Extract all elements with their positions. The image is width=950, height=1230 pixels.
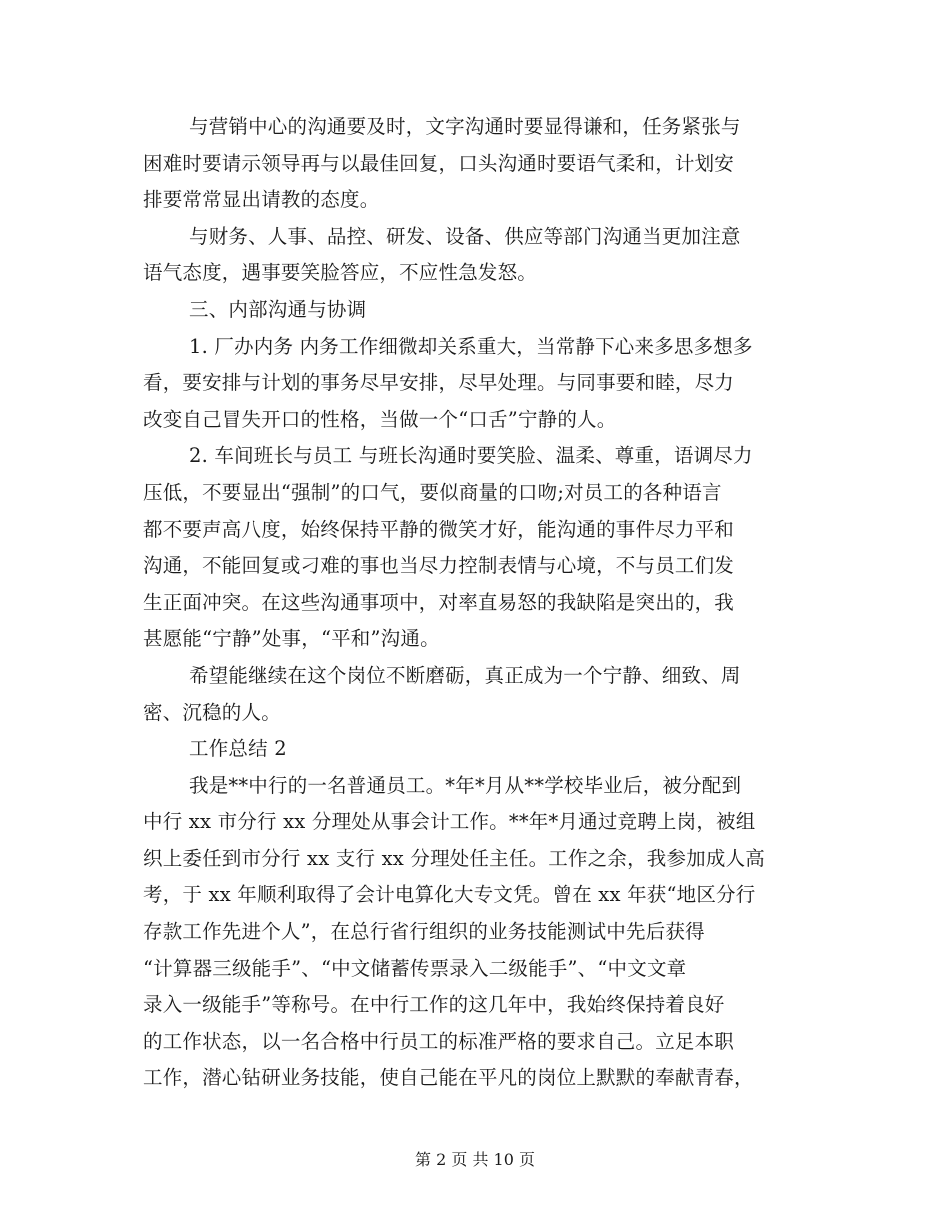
paragraph-line: 看，要安排与计划的事务尽早安排，尽早处理。与同事要和睦，尽力: [143, 371, 735, 395]
paragraph-line: 压低，不要显出“强制”的口气，要似商量的口吻;对员工的各种语言: [143, 480, 722, 504]
paragraph-line: 中行 xx 市分行 xx 分理处从事会计工作。**年*月通过竞聘上岗，被组: [143, 810, 756, 834]
paragraph-line: 工作，潜心钻研业务技能，使自己能在平凡的岗位上默默的奉献青春，: [143, 1066, 754, 1090]
paragraph-line: 困难时要请示领导再与以最佳回复，口头沟通时要语气柔和，计划安: [143, 151, 735, 175]
section-heading: 三、内部沟通与协调: [189, 297, 367, 321]
paragraph-line: 织上委任到市分行 xx 支行 xx 分理处任主任。工作之余，我参加成人高: [143, 846, 765, 870]
page-number-footer: 第 2 页 共 10 页: [415, 1150, 535, 1169]
paragraph-line: “计算器三级能手”、“中文储蓄传票录入二级能手”、“中文文章: [143, 956, 687, 980]
paragraph-line: 考，于 xx 年顺利取得了会计电算化大专文凭。曾在 xx 年获“地区分行: [143, 883, 756, 907]
paragraph-line: 2. 车间班长与员工 与班长沟通时要笑脸、温柔、尊重，语调尽力: [189, 444, 753, 468]
paragraph-line: 改变自己冒失开口的性格，当做一个“口舌”宁静的人。: [143, 407, 617, 431]
paragraph-line: 都不要声高八度，始终保持平静的微笑才好，能沟通的事件尽力平和: [143, 517, 735, 541]
paragraph-line: 录入一级能手”等称号。在中行工作的这几年中，我始终保持着良好: [143, 993, 725, 1017]
paragraph-line: 密、沉稳的人。: [143, 700, 281, 724]
paragraph-line: 与财务、人事、品控、研发、设备、供应等部门沟通当更加注意: [189, 224, 741, 248]
paragraph-line: 1. 厂办内务 内务工作细微却关系重大，当常静下心来多思多想多: [189, 334, 753, 358]
paragraph-line: 与营销中心的沟通要及时，文字沟通时要显得谦和，任务紧张与: [189, 115, 741, 138]
paragraph-line: 存款工作先进个人”，在总行省行组织的业务技能测试中先后获得: [143, 920, 705, 944]
paragraph-line: 甚愿能“宁静”处事，“平和”沟通。: [143, 627, 440, 651]
paragraph-line: 沟通，不能回复或刁难的事也当尽力控制表情与心境，不与员工们发: [143, 554, 735, 578]
paragraph-line: 我是**中行的一名普通员工。*年*月从**学校毕业后，被分配到: [189, 773, 742, 797]
paragraph-line: 生正面冲突。在这些沟通事项中，对率直易怒的我缺陷是突出的，我: [143, 590, 735, 614]
paragraph-line: 希望能继续在这个岗位不断磨砺，真正成为一个宁静、细致、周: [189, 663, 741, 687]
document-body: [143, 109, 823, 1097]
paragraph-line: 的工作状态，以一名合格中行员工的标准严格的要求自己。立足本职: [143, 1029, 735, 1053]
paragraph-line: 排要常常显出请教的态度。: [143, 188, 380, 212]
paragraph-line: 语气态度，遇事要笑脸答应，不应性急发怒。: [143, 261, 538, 285]
section-heading: 工作总结 2: [189, 737, 287, 761]
